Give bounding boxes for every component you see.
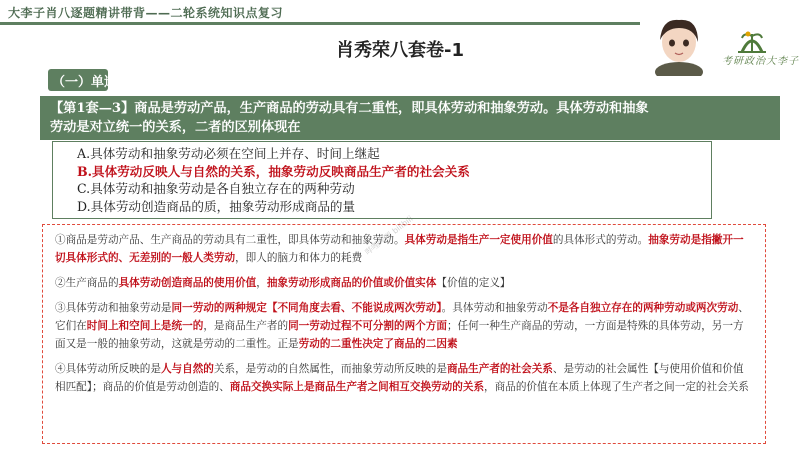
option-b-correct[interactable]: B.具体劳动反映人与自然的关系，抽象劳动反映商品生产者的社会关系 [77, 163, 470, 179]
brand-logo-text: 考研政治大李子 [722, 56, 799, 67]
option-a[interactable]: A.具体劳动和抽象劳动必须在空间上并存、时间上继起 [77, 146, 380, 161]
analysis-paragraph-2 [55, 274, 753, 292]
analysis-paragraph-3 [55, 299, 753, 353]
text-span: 关系，是劳动的自然属性，而抽象劳动所反映的是 [213, 363, 447, 375]
option-d[interactable]: D.具体劳动创造商品的质，抽象劳动形成商品的量 [77, 198, 356, 214]
text-span: ，即人的脑力和体力的耗费 [235, 252, 363, 264]
highlight-span: 劳动的二重性决定了商品的二因素 [298, 338, 458, 350]
highlight-span: 人与自然的 [160, 363, 214, 375]
highlight-span: 时间上和空间上是统一的 [86, 320, 204, 332]
text-span: ，商品的价值在本质上体现了生产者之间一定的社会关系 [484, 381, 749, 393]
page-title: 肖秀荣八套卷-1 [336, 40, 464, 61]
highlight-span: 商品生产者的社会关系 [446, 363, 553, 375]
highlight-span: 不是各自独立存在的两种劳动或两次劳动 [547, 302, 739, 314]
highlight-span: 具体劳动创造商品的使用价值 [118, 277, 257, 289]
highlight-span: 具体劳动是指生产一定使用价值 [404, 234, 553, 246]
option-c[interactable]: C.具体劳动和抽象劳动是各自独立存在的两种劳动 [77, 181, 355, 196]
highlight-span: 商品交换实际上是商品生产者之间相互交换劳动的关系 [229, 381, 485, 393]
text-span: ，是商品生产者的 [203, 320, 289, 332]
text-span: ；任何一种生产商品的劳动，一方面是特殊的具体劳动，另一方面又是一般的抽象劳动，这就是劳动的二重性。正是 [55, 320, 744, 350]
highlight-span: 同一劳动过程不可分割的两个方面 [288, 320, 447, 332]
question-line-1: 【第1套—3】商品是劳动产品，生产商品的劳动具有二重性，即具体劳动和抽象劳动。具体劳动和抽象 [50, 101, 649, 116]
highlight-span: 抽象劳动形成商品的价值或价值实体 [266, 277, 437, 289]
text-span: ①商品是劳动产品、生产商品的劳动具有二重性，即具体劳动和抽象劳动。 [55, 234, 405, 246]
highlight-span: 抽象劳动是指撇开一切具体形式的、无差别的一般人类劳动 [55, 234, 744, 264]
analysis-paragraph-1 [55, 231, 753, 267]
text-span: ③具体劳动和抽象劳动是 [55, 302, 172, 314]
text-span: ， [256, 277, 267, 289]
header-divider [0, 22, 640, 25]
text-span: 、它们在 [55, 302, 749, 332]
highlight-span: 同一劳动的两种规定【不同角度去看、不能说成两次劳动】 [171, 302, 442, 314]
options-box [52, 141, 712, 219]
header-title: 大李子肖八逐题精讲带背——二轮系统知识点复习 [8, 6, 284, 20]
text-span: 【价值的定义】 [436, 277, 511, 289]
section-label: （一）单选 [52, 75, 118, 90]
text-span: 、是劳动的社会属性【与使用价值和价值相匹配】；商品的价值是劳动创造的、 [55, 363, 744, 393]
analysis-box [42, 224, 766, 444]
text-span: ④具体劳动所反映的是 [55, 363, 161, 375]
question-box [40, 96, 780, 140]
text-span: 的具体形式的劳动。 [552, 234, 649, 246]
avatar-illustration [648, 14, 710, 76]
text-span: ②生产商品的 [55, 277, 119, 289]
watermark: 哔哩哔哩 bilibili [363, 214, 415, 257]
question-line-2: 劳动是对立统一的关系，二者的区别体现在 [50, 120, 301, 135]
analysis-paragraph-4 [55, 360, 753, 396]
text-span: 。具体劳动和抽象劳动 [441, 302, 548, 314]
